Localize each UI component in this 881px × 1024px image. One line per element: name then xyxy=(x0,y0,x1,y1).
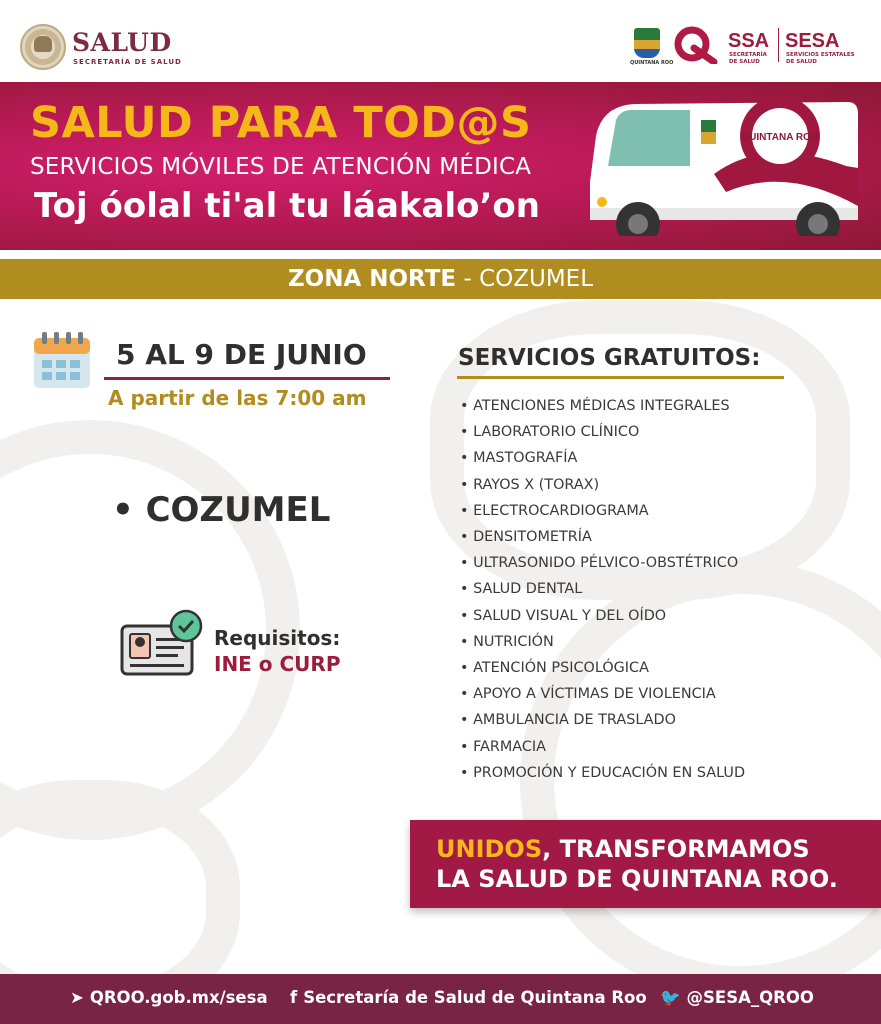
footer-twitter[interactable] xyxy=(660,988,814,1008)
eagle-icon xyxy=(34,36,52,52)
calendar-icon xyxy=(32,330,92,390)
services-underline xyxy=(457,376,784,379)
footer-website[interactable] xyxy=(70,988,268,1007)
service-item: • MASTOGRAFÍA xyxy=(460,450,578,467)
date-underline xyxy=(104,377,390,380)
zone-separator: - xyxy=(456,266,480,292)
event-date: 5 AL 9 DE JUNIO xyxy=(116,338,367,371)
slogan-line2: LA SALUD DE QUINTANA ROO. xyxy=(436,865,838,893)
service-item: • ULTRASONIDO PÉLVICO-OBSTÉTRICO xyxy=(460,555,739,572)
salud-logo-text: SALUD xyxy=(72,28,172,57)
slogan-highlight: UNIDOS xyxy=(436,835,543,863)
service-item: • ATENCIÓN PSICOLÓGICA xyxy=(460,660,649,677)
van-illustration xyxy=(586,96,862,236)
state-shield-caption: QUINTANA ROO xyxy=(630,60,674,66)
event-time: A partir de las 7:00 am xyxy=(108,386,367,410)
service-item: • FARMACIA xyxy=(460,738,547,755)
cursor-icon: ➤ xyxy=(70,988,84,1007)
service-item: • SALUD VISUAL Y DEL OÍDO xyxy=(460,607,667,624)
salud-logo-subtitle: SECRETARÍA DE SALUD xyxy=(73,58,182,66)
state-shield-icon xyxy=(634,28,660,58)
event-location: • COZUMEL xyxy=(112,490,331,530)
zone-place: COZUMEL xyxy=(479,266,594,292)
check-icon xyxy=(171,611,201,641)
banner-title: SALUD PARA TOD@S xyxy=(30,98,532,148)
services-list xyxy=(460,393,745,786)
banner-maya-text: Toj óolal ti'al tu láakalo’on xyxy=(34,186,540,226)
slogan-line1: , TRANSFORMAMOS xyxy=(542,835,810,863)
service-item: • ATENCIONES MÉDICAS INTEGRALES xyxy=(460,398,730,414)
service-item: • LABORATORIO CLÍNICO xyxy=(460,424,640,441)
services-title: SERVICIOS GRATUITOS: xyxy=(458,345,761,371)
service-item: • DENSITOMETRÍA xyxy=(460,529,592,546)
slogan-box xyxy=(410,820,881,908)
zone-label: ZONA NORTE xyxy=(287,266,457,292)
service-item: • SALUD DENTAL xyxy=(460,581,583,598)
service-item: • RAYOS X (TORAX) xyxy=(460,476,600,493)
service-item: • PROMOCIÓN Y EDUCACIÓN EN SALUD xyxy=(460,764,746,781)
banner-subtitle: SERVICIOS MÓVILES DE ATENCIÓN MÉDICA xyxy=(30,154,532,180)
requirements-value: INE o CURP xyxy=(214,652,341,676)
id-card-icon xyxy=(120,608,206,678)
sesa-subtitle: SERVICIOS ESTATALES DE SALUD xyxy=(786,52,855,65)
header-divider xyxy=(778,28,779,62)
footer-twitter-text: @SESA_QROO xyxy=(686,988,814,1007)
footer-website-text: QROO.gob.mx/sesa xyxy=(89,988,268,1007)
sesa-title: SESA xyxy=(785,30,840,52)
ssa-subtitle: SECRETARÍA DE SALUD xyxy=(729,52,767,65)
facebook-icon: f xyxy=(290,988,298,1007)
requirements-label: Requisitos: xyxy=(214,626,341,650)
service-item: • NUTRICIÓN xyxy=(460,633,554,650)
twitter-icon: 🐦 xyxy=(660,988,681,1007)
service-item: • AMBULANCIA DE TRASLADO xyxy=(460,712,676,729)
zone-bar xyxy=(0,259,881,299)
footer-facebook-text: Secretaría de Salud de Quintana Roo xyxy=(303,988,647,1007)
van-logo-text: QUINTANA ROO xyxy=(741,132,819,143)
footer-facebook[interactable] xyxy=(290,988,647,1007)
q-logo-icon xyxy=(672,26,718,64)
service-item: • APOYO A VÍCTIMAS DE VIOLENCIA xyxy=(460,686,716,703)
service-item: • ELECTROCARDIOGRAMA xyxy=(460,502,649,519)
ssa-title: SSA xyxy=(728,30,770,52)
